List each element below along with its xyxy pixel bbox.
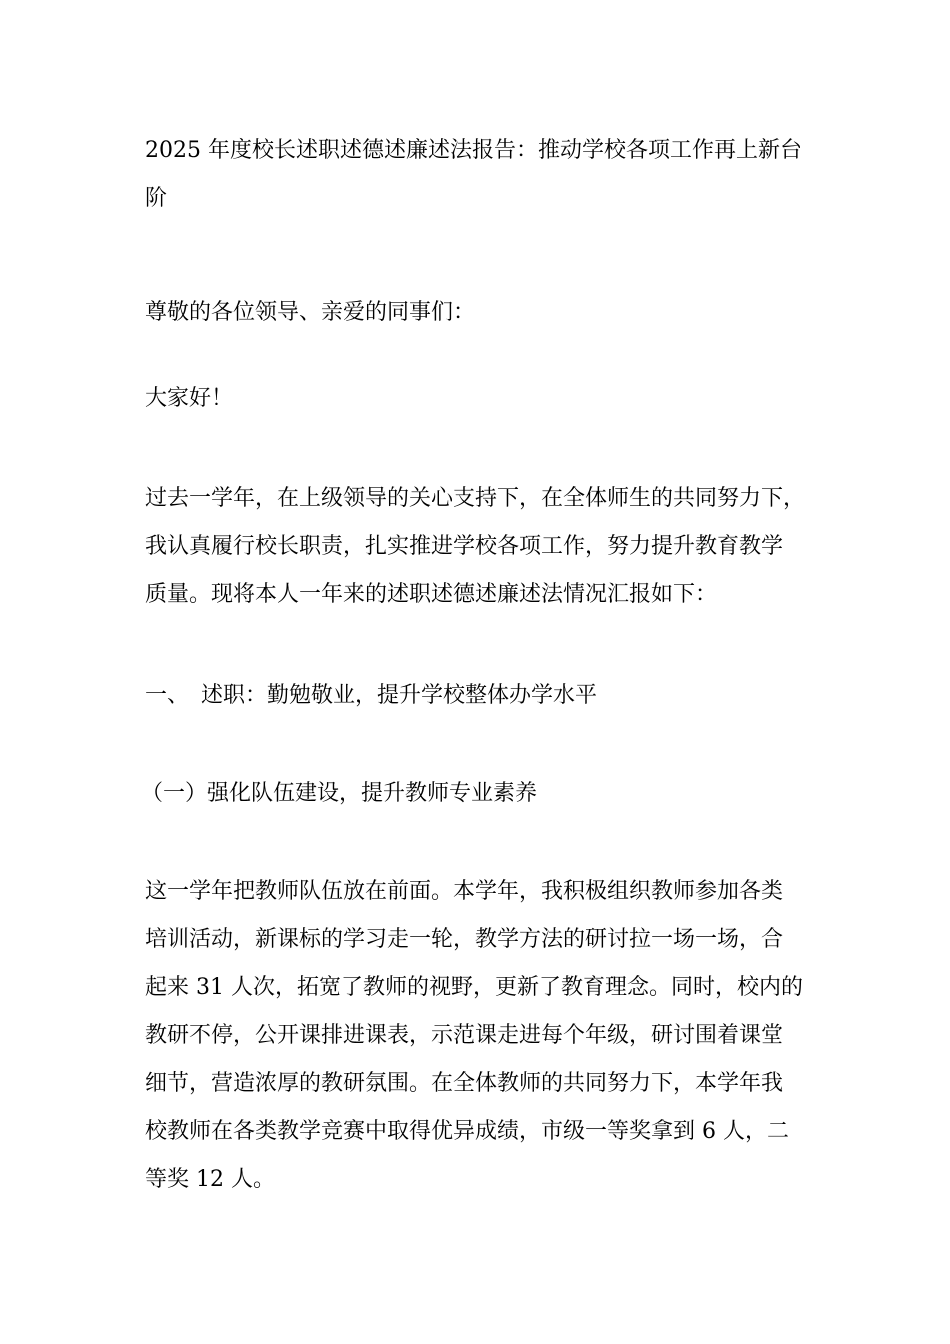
greeting xyxy=(145,375,835,423)
intro-paragraph xyxy=(145,475,835,619)
body-line-1: 这一学年把教师队伍放在前面。本学年，我积极组织教师参加各类 xyxy=(145,879,784,904)
body-paragraph xyxy=(145,868,835,1204)
intro-line-1: 过去一学年，在上级领导的关心支持下，在全体师生的共同努力下， xyxy=(145,486,806,511)
salutation xyxy=(145,289,835,337)
title-line-1: 2025 年度校长述职述德述廉述法报告：推动学校各项工作再上新台 xyxy=(145,138,802,163)
section-heading-line xyxy=(145,672,835,720)
document-title xyxy=(145,127,835,223)
body-line-6: 校教师在各类教学竞赛中取得优异成绩，市级一等奖拿到 6 人，二 xyxy=(145,1119,789,1144)
greeting-text: 大家好！ xyxy=(145,386,234,411)
intro-line-3: 质量。现将本人一年来的述职述德述廉述法情况汇报如下： xyxy=(145,582,718,607)
section-heading-text: 述职：勤勉敬业，提升学校整体办学水平 xyxy=(201,683,598,708)
salutation-text: 尊敬的各位领导、亲爱的同事们： xyxy=(145,300,476,325)
body-line-3: 起来 31 人次，拓宽了教师的视野，更新了教育理念。同时，校内的 xyxy=(145,975,803,1000)
subsection-heading-text: （一）强化队伍建设，提升教师专业素养 xyxy=(141,781,538,806)
section-number: 一、 xyxy=(145,683,190,708)
body-line-5: 细节，营造浓厚的教研氛围。在全体教师的共同努力下，本学年我 xyxy=(145,1071,784,1096)
section-heading-one xyxy=(145,672,835,720)
body-line-2: 培训活动，新课标的学习走一轮，教学方法的研讨拉一场一场，合 xyxy=(145,927,784,952)
body-line-4: 教研不停，公开课排进课表，示范课走进每个年级，研讨围着课堂 xyxy=(145,1023,784,1048)
subsection-heading-one xyxy=(141,770,831,818)
intro-line-2: 我认真履行校长职责，扎实推进学校各项工作，努力提升教育教学 xyxy=(145,534,784,559)
title-line-2: 阶 xyxy=(145,186,168,211)
body-line-7: 等奖 12 人。 xyxy=(145,1167,275,1192)
